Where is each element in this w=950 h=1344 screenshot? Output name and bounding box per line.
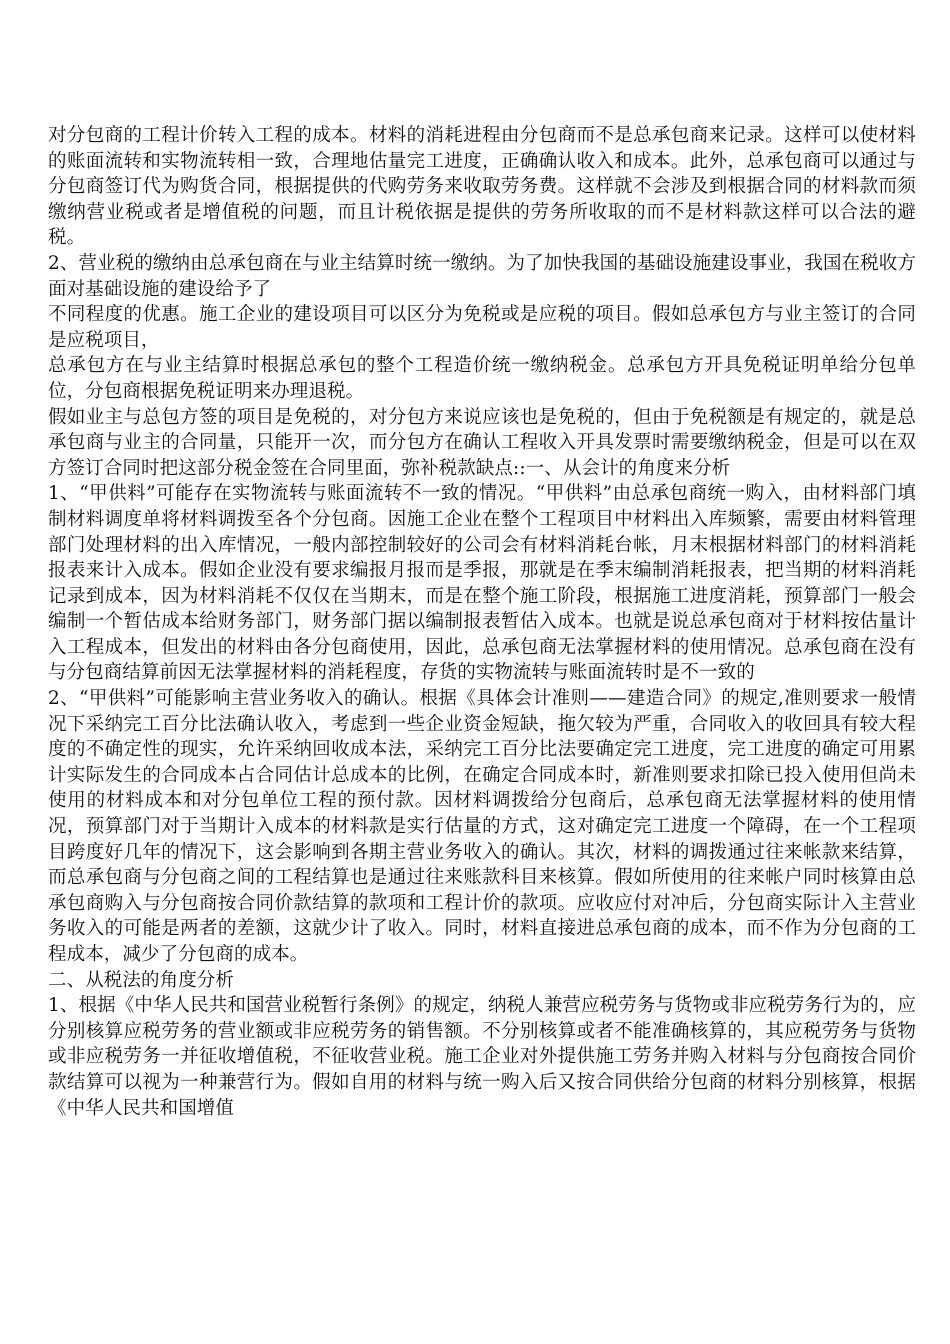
section-heading-tax-law: 二、从税法的角度分析 [48,969,235,991]
paragraph-business-tax-payment: 2、营业税的缴纳由总承包商在与业主结算时统一缴纳。为了加快我国的基础设施建设事业，我国在税收方面对基础设施的建设给予了 [48,252,916,300]
paragraph-intro-subcontractor-cost: 对分包商的工程计价转入工程的成本。材料的消耗进程由分包商而不是总承包商来记录。这样可以使材料的账面流转和实物流转相一致，合理地估量完工进度，正确确认收入和成本。此外，总承包商可以通过与分包商签订代为购货合同，根据提供的代购劳务来收取劳务费。这样就不会涉及到根据合同的材料款而须缴纳营业税或者是增值税的问题，而且计税依据是提供的劳务所收取的而不是材料款这样可以合法的避税。 [48,125,916,249]
paragraph-exempt-project-drawbacks: 假如业主与总包方签的项目是免税的，对分包方来说应该也是免税的，但由于免税额是有规定的，就是总承包商与业主的合同量，只能开一次，而分包方在确认工程收入开具发票时需要缴纳税金，但是可以在双方签订合同时把这部分税金签在合同里面，弥补税款缺点::一、从会计的角度来分析 [48,406,916,479]
paragraph-business-tax-regulation: 1、根据《中华人民共和国营业税暂行条例》的规定，纳税人兼营应税劳务与货物或非应税劳务行为的，应分别核算应税劳务的营业额或非应税劳务的销售额。不分别核算或者不能准确核算的，其应税劳务与货物或非应税劳务一并征收增值税，不征收营业税。施工企业对外提供施工劳务并购入材料与分包商按合同价款结算可以视为一种兼营行为。假如自用的材料与统一购入后又按合同供给分包商的材料分别核算，根据《中华人民共和国增值 [48,995,916,1119]
paragraph-general-contractor-settlement: 总承包方在与业主结算时根据总承包的整个工程造价统一缴纳税金。总承包方开具免税证明单给分包单位，分包商根据免税证明来办理退税。 [48,355,916,402]
paragraph-tax-exemption-types: 不同程度的优惠。施工企业的建设项目可以区分为免税或是应税的项目。假如总承包方与业主签订的合同是应税项目， [48,304,916,351]
paragraph-material-flow-mismatch: 1、“甲供料”可能存在实物流转与账面流转不一致的情况。“甲供料”由总承包商统一购入，由材料部门填制材料调度单将材料调拨至各个分包商。因施工企业在整个工程项目中材料出入库频繁，需要由材料管理部门处理材料的出入库情况，一般内部控制较好的公司会有材料消耗台帐，月末根据材料部门的材料消耗报表来计入成本。假如企业没有要求编报月报而是季报，那就是在季末编制消耗报表，把当期的材料消耗记录到成本，因为材料消耗不仅仅在当期末，而是在整个施工阶段，根据施工进度消耗，预算部门一般会编制一个暂估成本给财务部门，财务部门据以编制报表暂估入成本。也就是说总承包商对于材料按估量计入工程成本，但发出的材料由各分包商使用，因此，总承包商无法掌握材料的使用情况。总承包商在没有与分包商结算前因无法掌握材料的消耗程度，存货的实物流转与账面流转时是不一致的 [48,483,916,684]
paragraph-revenue-recognition: 2、“甲供料”可能影响主营业务收入的确认。根据《具体会计准则——建造合同》的规定,准则要求一般情况下采纳完工百分比法确认收入，考虑到一些企业资金短缺，拖欠较为严重，合同收入的收回具有较大程度的不确定性的现实，允许采纳回收成本法，采纳完工百分比法要确定完工进度，完工进度的确定可用累计实际发生的合同成本占合同估计总成本的比例，在确定合同成本时，新准则要求扣除已投入使用但尚未使用的材料成本和对分包单位工程的预付款。因材料调拨给分包商后，总承包商无法掌握材料的使用情况，预算部门对于当期计入成本的材料款是实行估量的方式，这对确定完工进度一个障碍，在一个工程项目跨度好几年的情况下，这会影响到各期主营业务收入的确认。其次，材料的调拨通过往来帐款来结算，而总承包商与分包商之间的工程结算也是通过往来账款科目来核算。假如所使用的往来帐户同时核算由总承包商购入与分包商按合同价款结算的款项和工程计价的款项。应收应付对冲后，分包商实际计入主营业务收入的可能是两者的差额，这就少计了收入。同时，材料直接进总承包商的成本，而不作为分包商的工程成本，减少了分包商的成本。 [48,688,916,965]
